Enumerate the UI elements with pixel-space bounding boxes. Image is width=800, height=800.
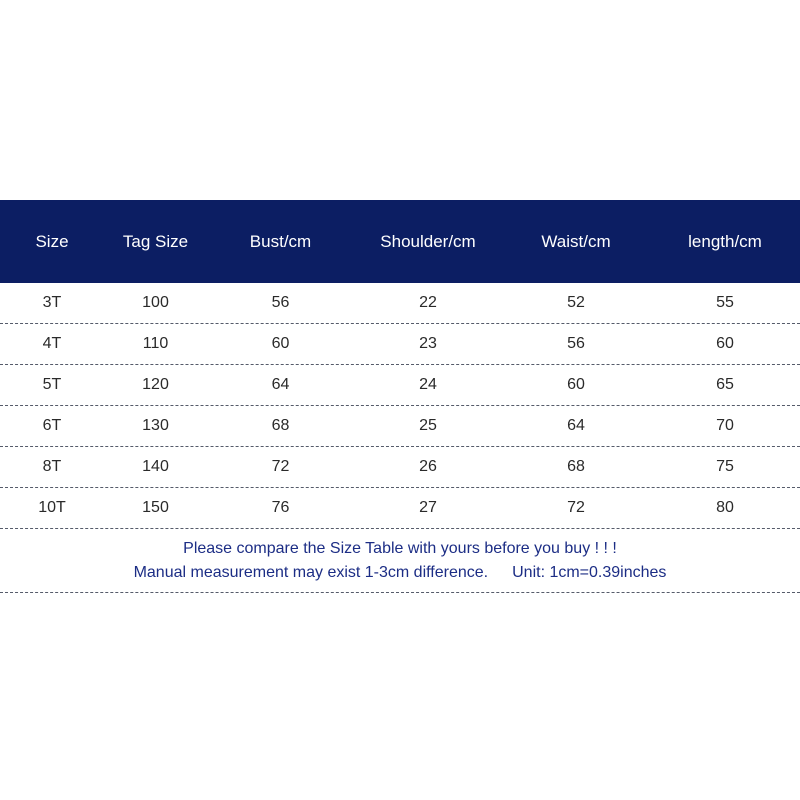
- note-compare-text: Please compare the Size Table with yours before you buy ! ! !: [183, 539, 617, 557]
- cell-waist: 52: [567, 294, 585, 311]
- cell-length: 75: [716, 458, 734, 475]
- header-waist: Waist/cm: [541, 231, 611, 251]
- note-unit-text: Unit: 1cm=0.39inches: [512, 563, 667, 581]
- cell-length: 80: [716, 499, 734, 516]
- table-header: [0, 200, 800, 283]
- cell-bust: 68: [271, 417, 290, 434]
- cell-shoulder: 22: [419, 294, 437, 311]
- cell-waist: 64: [567, 417, 585, 434]
- cell-waist: 60: [567, 376, 585, 393]
- cell-tag-size: 110: [142, 335, 169, 352]
- cell-length: 70: [716, 417, 734, 434]
- table-row: [0, 283, 800, 324]
- cell-length: 55: [716, 294, 734, 311]
- header-bust: Bust/cm: [249, 231, 312, 251]
- header-shoulder: Shoulder/cm: [380, 231, 476, 251]
- measurement-note: [0, 529, 800, 593]
- table-row: [0, 447, 800, 488]
- table-row: [0, 365, 800, 406]
- note-difference-text: Manual measurement may exist 1-3cm difference.: [133, 563, 489, 581]
- cell-tag-size: 140: [142, 458, 169, 475]
- cell-tag-size: 100: [142, 294, 169, 311]
- table-row: [0, 324, 800, 365]
- cell-length: 60: [716, 335, 734, 352]
- cell-bust: 76: [271, 499, 290, 516]
- cell-waist: 72: [567, 499, 585, 516]
- note-measurement-line: [134, 561, 667, 585]
- cell-size: 6T: [42, 417, 62, 434]
- cell-size: 3T: [42, 294, 62, 311]
- header-tag-size: Tag Size: [122, 231, 189, 251]
- cell-size: 10T: [38, 499, 66, 516]
- cell-shoulder: 27: [419, 499, 437, 516]
- cell-bust: 72: [271, 458, 290, 475]
- cell-waist: 56: [567, 335, 585, 352]
- cell-waist: 68: [567, 458, 585, 475]
- cell-bust: 60: [271, 335, 290, 352]
- cell-bust: 64: [271, 376, 290, 393]
- cell-size: 4T: [42, 335, 62, 352]
- table-row: [0, 488, 800, 529]
- header-length: length/cm: [688, 231, 762, 251]
- cell-tag-size: 120: [142, 376, 169, 393]
- cell-size: 5T: [42, 376, 62, 393]
- cell-tag-size: 130: [142, 417, 169, 434]
- cell-shoulder: 25: [419, 417, 437, 434]
- cell-tag-size: 150: [142, 499, 169, 516]
- cell-shoulder: 23: [419, 335, 437, 352]
- cell-shoulder: 26: [419, 458, 437, 475]
- table-row: [0, 406, 800, 447]
- size-table: [0, 200, 800, 593]
- cell-length: 65: [716, 376, 734, 393]
- cell-bust: 56: [271, 294, 290, 311]
- header-size: Size: [35, 231, 69, 251]
- cell-size: 8T: [42, 458, 62, 475]
- cell-shoulder: 24: [419, 376, 437, 393]
